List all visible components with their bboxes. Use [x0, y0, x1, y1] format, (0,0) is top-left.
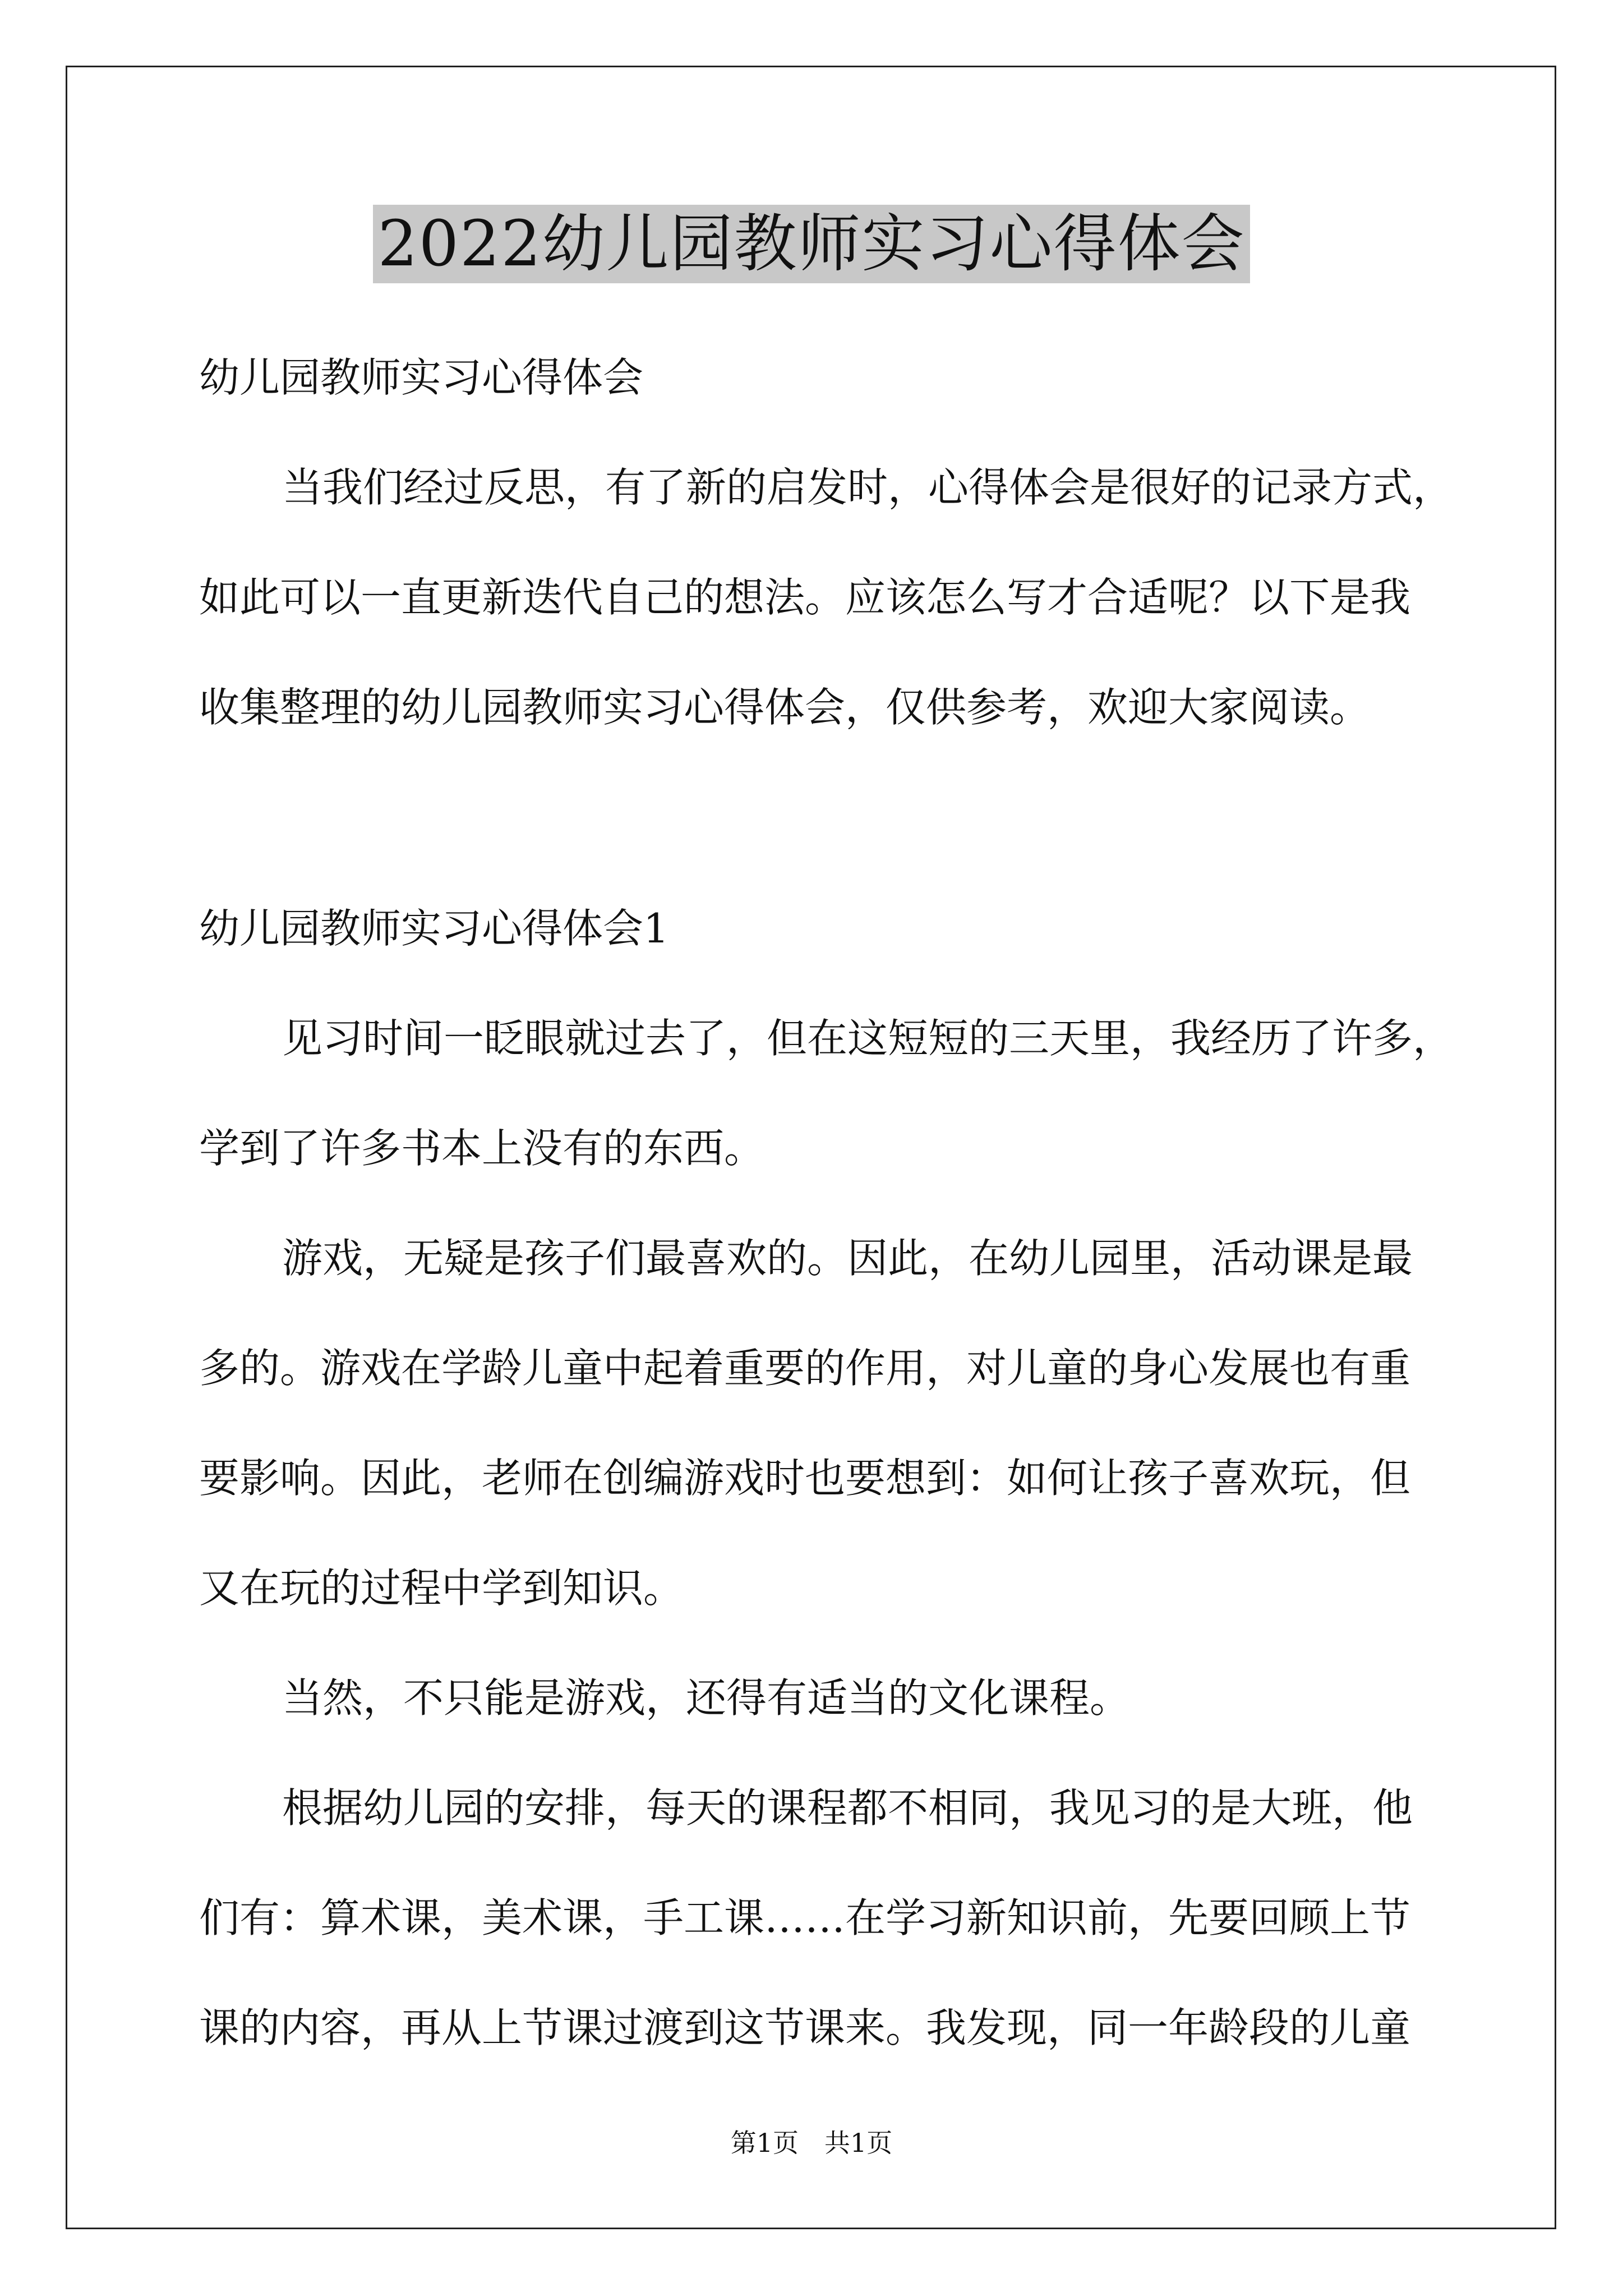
- body-line: 学到了许多书本上没有的东西。: [199, 1125, 765, 1172]
- document-title: 2022幼儿园教师实习心得体会: [373, 205, 1249, 283]
- body-line: 见习时间一眨眼就过去了，但在这短短的三天里，我经历了许多，: [282, 1015, 1454, 1062]
- intro-line: 当我们经过反思，有了新的启发时，心得体会是很好的记录方式，: [282, 464, 1454, 511]
- body-line: 课的内容，再从上节课过渡到这节课来。我发现，同一年龄段的儿童: [199, 2004, 1411, 2051]
- body-line: 根据幼儿园的安排，每天的课程都不相同，我见习的是大班，他: [282, 1784, 1413, 1832]
- intro-line: 收集整理的幼儿园教师实习心得体会，仅供参考，欢迎大家阅读。: [199, 684, 1371, 731]
- section-heading: 幼儿园教师实习心得体会1: [199, 905, 669, 952]
- body-line: 游戏，无疑是孩子们最喜欢的。因此，在幼儿园里，活动课是最: [282, 1235, 1413, 1282]
- intro-line: 如此可以一直更新迭代自己的想法。应该怎么写才合适呢？以下是我: [199, 574, 1411, 621]
- body-line: 当然，不只能是游戏，还得有适当的文化课程。: [282, 1674, 1131, 1722]
- subtitle: 幼儿园教师实习心得体会: [199, 354, 644, 401]
- page-footer: 第1页 共1页: [730, 2128, 893, 2158]
- body-line: 又在玩的过程中学到知识。: [199, 1565, 684, 1612]
- body-line: 多的。游戏在学龄儿童中起着重要的作用，对儿童的身心发展也有重: [199, 1345, 1411, 1392]
- body-line: 们有：算术课，美术课，手工课……在学习新知识前，先要回顾上节: [199, 1894, 1411, 1941]
- body-line: 要影响。因此，老师在创编游戏时也要想到：如何让孩子喜欢玩，但: [199, 1455, 1411, 1502]
- title-container: [0, 205, 1623, 283]
